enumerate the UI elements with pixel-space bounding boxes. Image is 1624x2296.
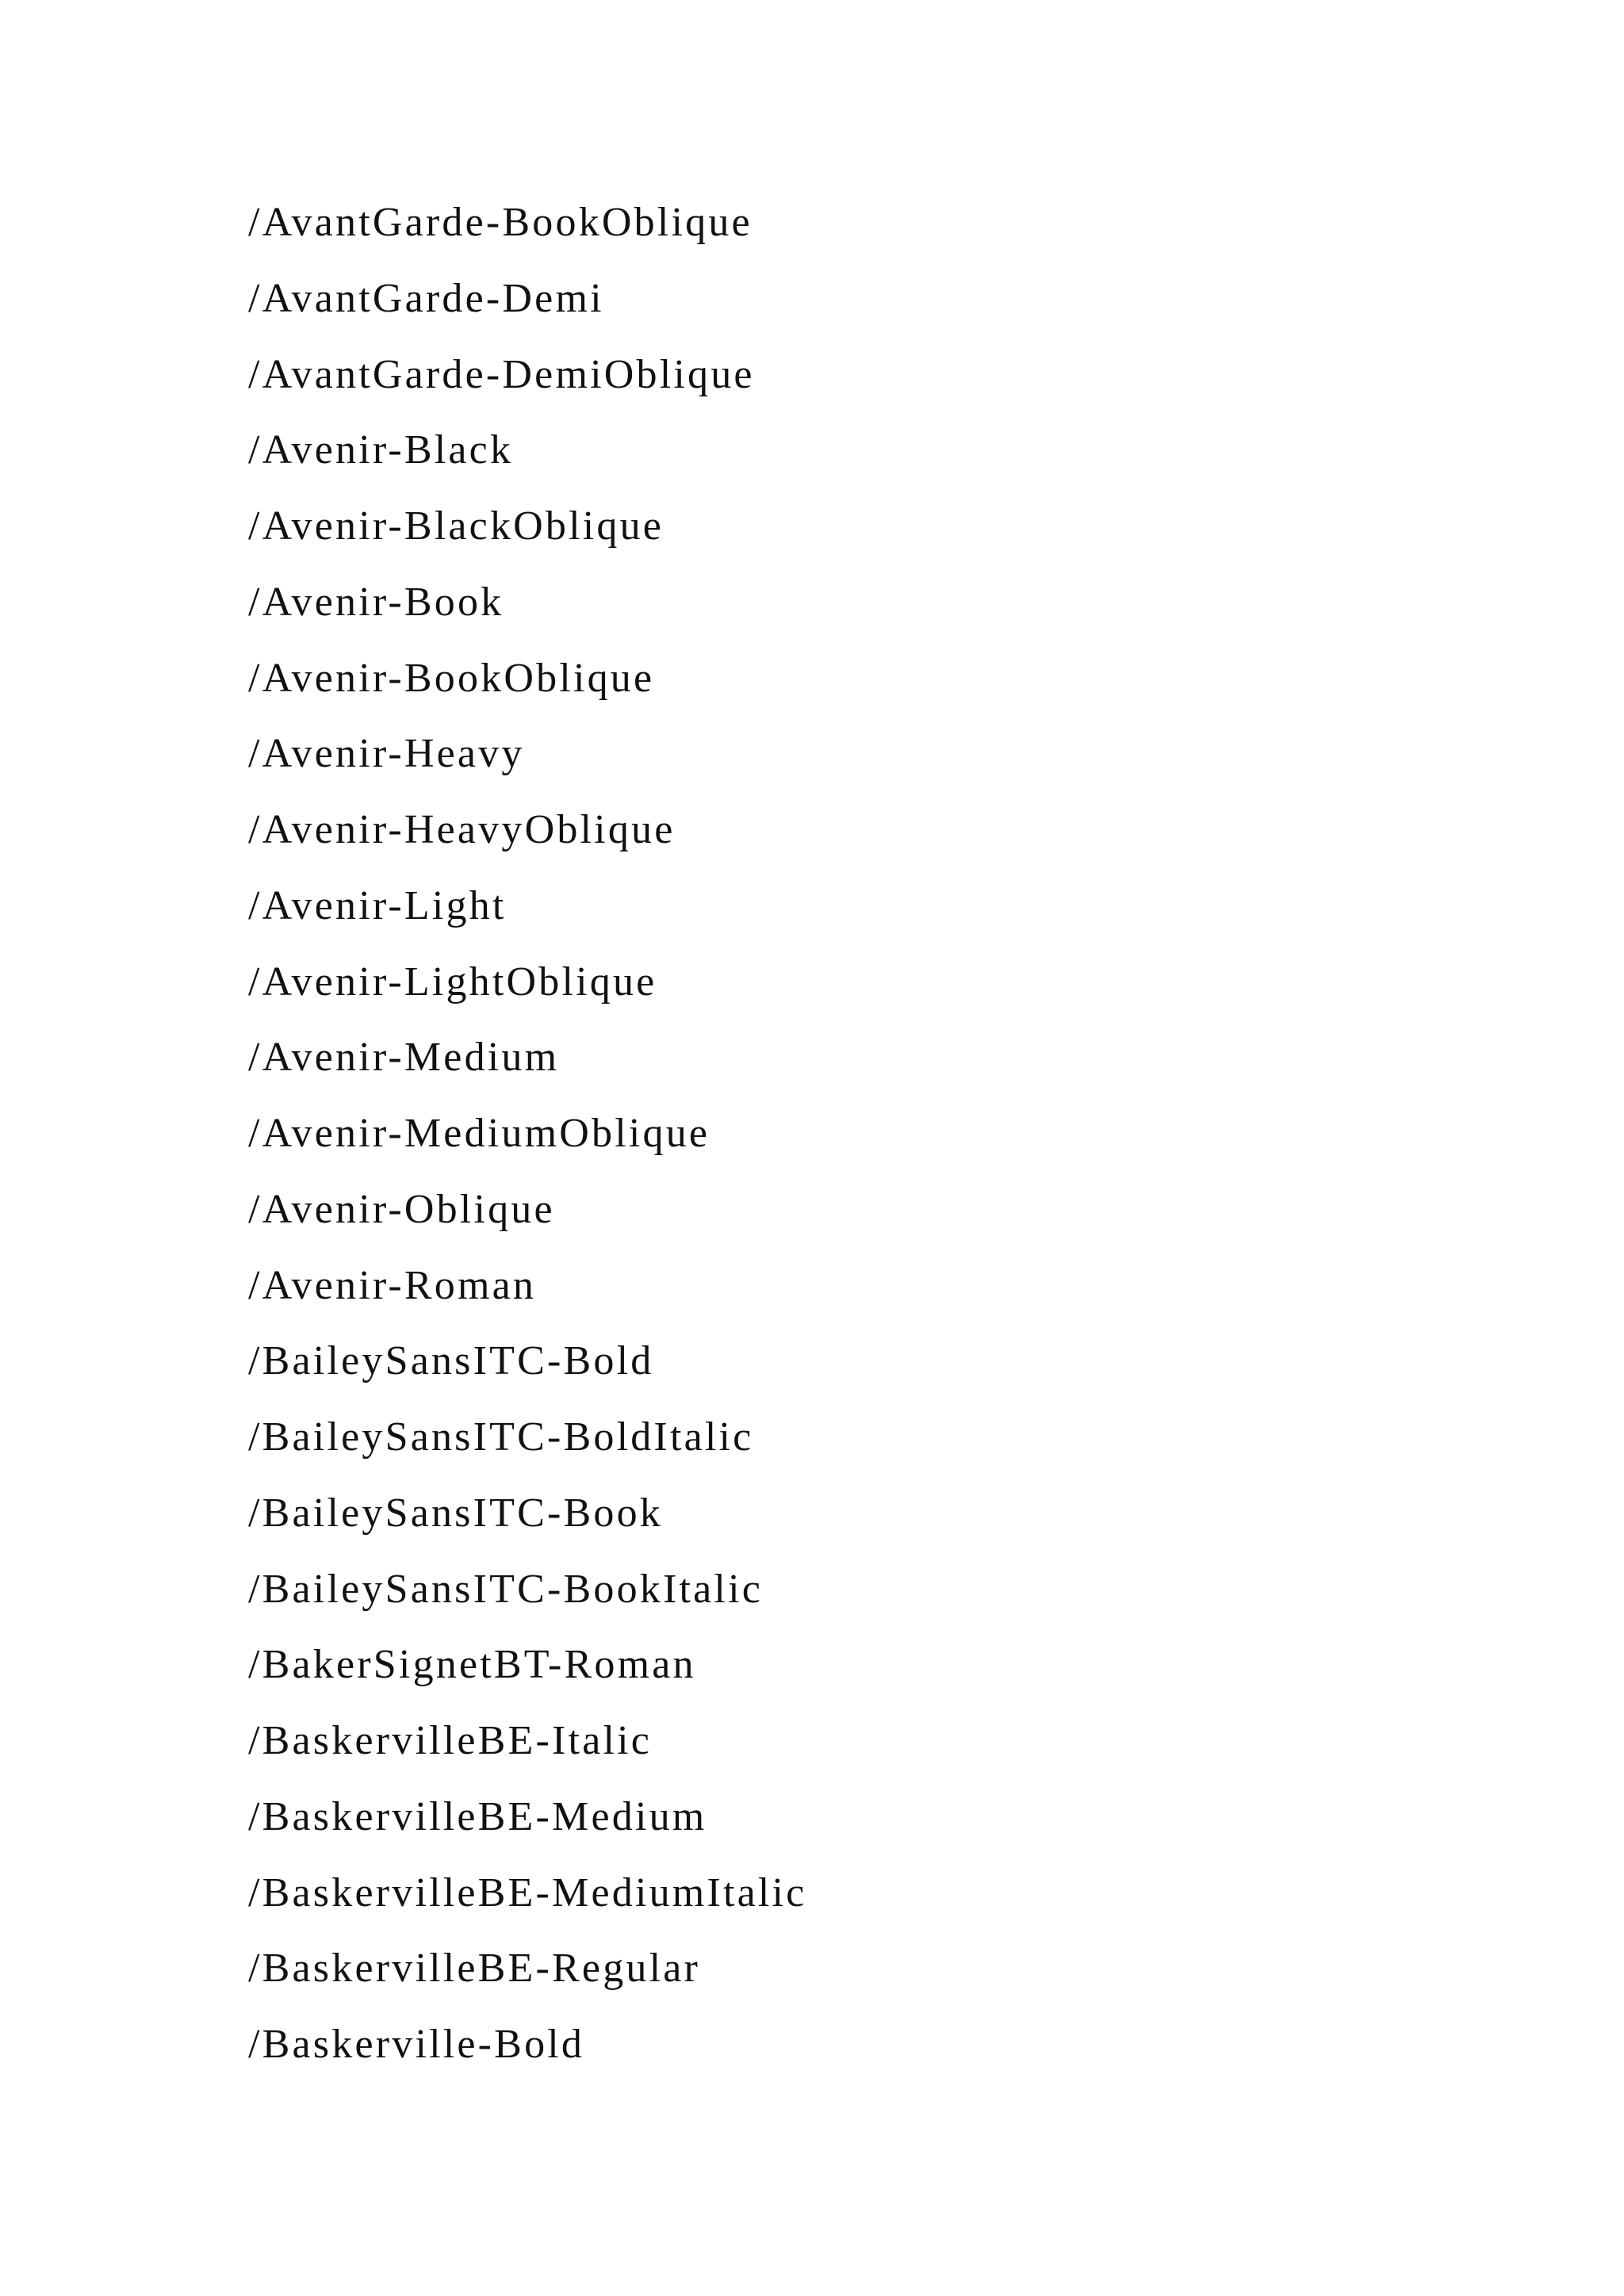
font-name-line: /AvantGarde-BookOblique: [248, 200, 753, 245]
font-name-line: /AvantGarde-Demi: [248, 275, 604, 321]
font-name-line: /BaskervilleBE-Medium: [248, 1793, 707, 1839]
font-name-line: /Avenir-LightOblique: [248, 959, 657, 1004]
font-name-line: /BaskervilleBE-MediumItalic: [248, 1869, 807, 1915]
font-name-line: /Avenir-Heavy: [248, 731, 525, 777]
font-name-line: /Baskerville-Bold: [248, 2022, 585, 2067]
font-name-line: /Avenir-MediumOblique: [248, 1111, 710, 1156]
font-name-line: /BaskervilleBE-Regular: [248, 1946, 701, 1992]
font-name-line: /Avenir-Light: [248, 882, 507, 928]
font-name-line: /Avenir-Oblique: [248, 1186, 555, 1232]
font-name-line: /Avenir-Medium: [248, 1035, 560, 1081]
font-name-line: /BaileySansITC-BookItalic: [248, 1566, 764, 1612]
font-name-line: /Avenir-BookOblique: [248, 655, 655, 701]
font-name-line: /Avenir-Book: [248, 579, 504, 625]
font-name-line: /AvantGarde-DemiOblique: [248, 351, 755, 397]
font-name-line: /Avenir-HeavyOblique: [248, 807, 676, 852]
font-name-line: /BakerSignetBT-Roman: [248, 1642, 696, 1688]
font-name-line: /BaileySansITC-Bold: [248, 1338, 654, 1384]
font-name-line: /Avenir-Black: [248, 427, 514, 473]
font-name-list: [248, 195, 806, 2093]
font-name-line: /Avenir-BlackOblique: [248, 503, 665, 549]
font-name-line: /BaskervilleBE-Italic: [248, 1718, 653, 1763]
font-name-line: /Avenir-Roman: [248, 1262, 537, 1308]
font-name-line: /BaileySansITC-BoldItalic: [248, 1414, 754, 1460]
font-name-line: /BaileySansITC-Book: [248, 1490, 663, 1536]
